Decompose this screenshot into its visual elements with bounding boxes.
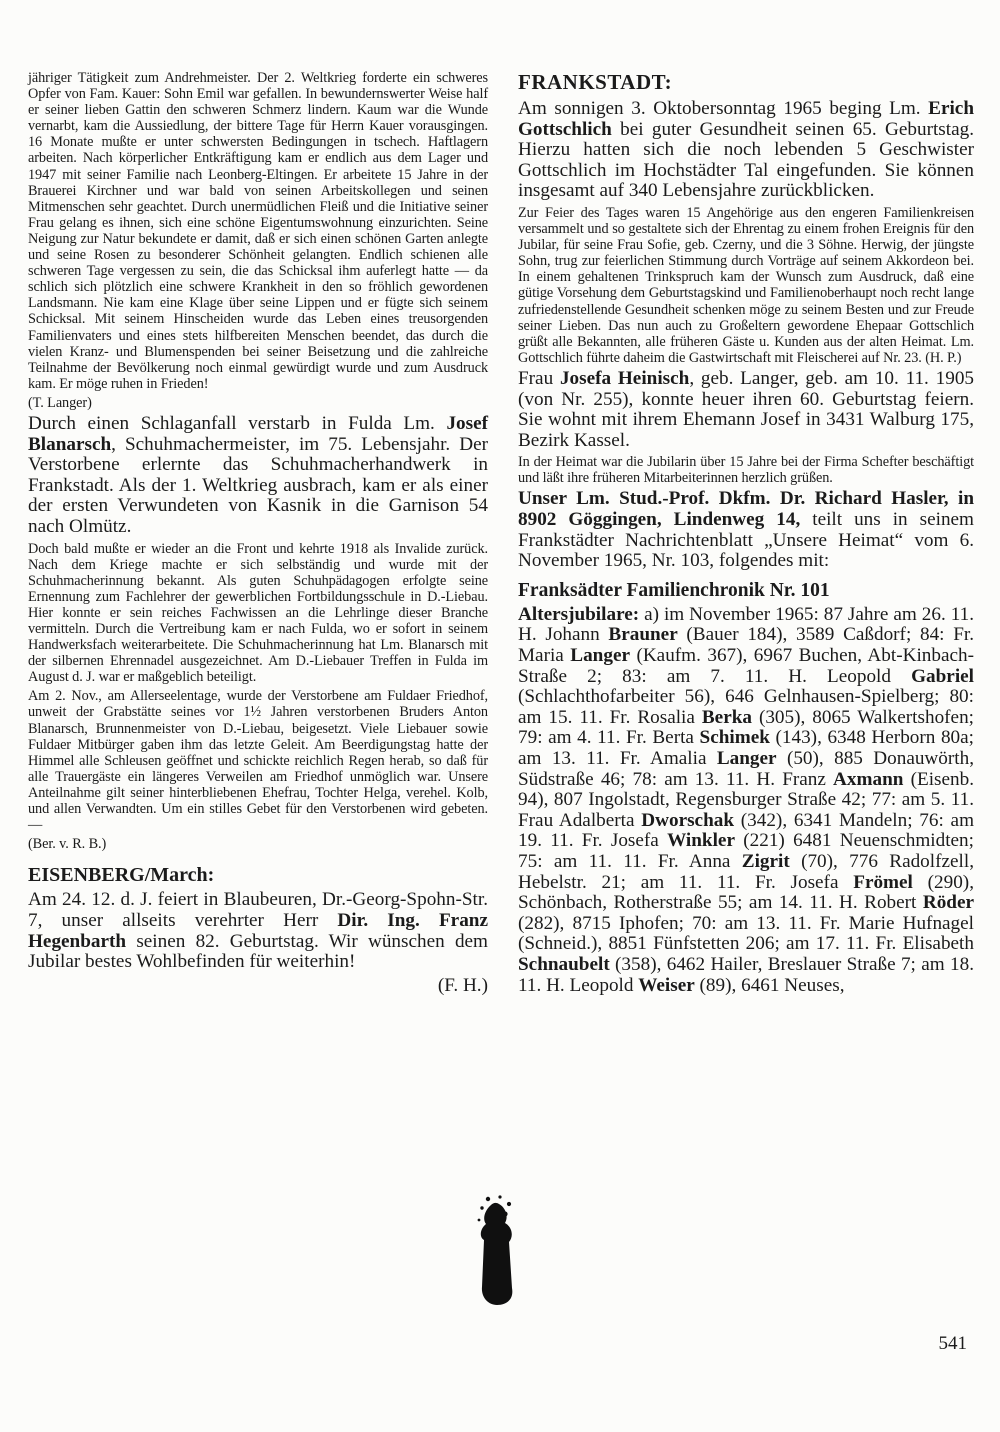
text-segment: (Eisenb. 94), 807 Ingolstadt, Regensburger Straße 42; 77: am 5. 11. Frau Adalberta (518, 768, 974, 831)
text-segment: (143), 6348 Herborn 80a; am 13. 11. Fr. Amalia (518, 727, 974, 769)
bold-text-segment: Langer (716, 748, 777, 769)
bold-text-segment: Weiser (638, 974, 695, 996)
bold-text-segment: Axmann (833, 768, 904, 790)
text-segment: (89), 6461 Neuses, (694, 974, 845, 996)
obituary-kauer-paragraph (28, 70, 488, 392)
birthday-hegenbarth-paragraph (28, 890, 488, 972)
bold-text-segment: Erich Gottschlich (518, 98, 974, 140)
text-segment: , geb. Langer, geb. am 10. 11. 1905 (von Nr. 255), konnte heuer ihren 60. Geburtstag feiern. Sie wohnt mit ihrem Ehemann Josef in 3431 Walburg 175, Bezirk Kassel. (518, 367, 975, 451)
bold-text-segment: Unser Lm. Stud.-Prof. Dkfm. Dr. Richard Hasler, in 8902 Göggingen, Lindenweg 14, (518, 488, 974, 531)
text-segment: (Schlachthofarbeiter 56), 646 Gelnhausen-Spielberg; 80: am 15. 11. Fr. Rosalia (518, 686, 974, 728)
text-segment: (50), 885 Donauwörth, Südstraße 46; 78: am 13. 11. H. Franz (518, 748, 974, 790)
birthday-gottschlich-celebration (518, 205, 974, 366)
text-segment: , Schuhmachermeister, im 75. Lebensjahr. Der Verstorbene erlernte das Schuhmacherhandwerk in Frankstadt. Als der 1. Weltkrieg ausbrach, kam er als einer der ersten Verwundeten von Kasnik in die Garnison 54 nach Olmütz. (28, 433, 488, 537)
text-segment: a) im November 1965: 87 Jahre am 26. 11. H. Johann (518, 603, 974, 646)
bold-text-segment: Schnaubelt (518, 953, 610, 975)
birthday-heinisch-paragraph (518, 369, 974, 451)
obituary-blanarsch-burial (28, 688, 488, 833)
text-segment: (221) 6481 Neuenschmidten; 75: am 11. 11. Fr. Anna (518, 830, 974, 872)
birthday-heinisch-note (518, 454, 974, 486)
bold-text-segment: Zigrit (741, 850, 790, 872)
bold-text-segment: Frömel (853, 871, 913, 893)
text-segment: Am sonnigen 3. Oktobersonntag 1965 beging Lm. (518, 98, 929, 119)
text-segment: Doch bald mußte er wieder an die Front und kehrte 1918 als Invalide zurück. Nach dem Kriege machte er sich selbständig und wurde mit der Schuhmacherinnung bekannt. Als guten Schuhpädagogen erfolgte seine Ernennung zum Fachlehrer der gewerblichen Fortbildungsschule in D.-Liebau. Hier konnte er sein reiches Fachwissen an die Lehrlinge dieser Branche vermitteln. Durch die Vertreibung kam er nach Fulda, wo er sofort in seinem Handwerksfach weiterarbeitete. Die Schuhmacherinnung hat Lm. Blanarsch mit der silbernen Ehrennadel ausgezeichnet. Am D.-Liebauer Treffen in Fulda im August d. J. war er maßgeblich beteiligt. (28, 540, 488, 686)
text-segment: (282), 8715 Iphofen; 70: am 13. 11. Fr. Marie Hufnagel (Schneid.), 8851 Fünfstetten 206; am 17. 11. Fr. Elisabeth (518, 912, 974, 955)
left-column (28, 70, 488, 999)
text-segment: Durch einen Schlaganfall verstarb in Fulda Lm. (28, 412, 447, 434)
section-heading-familienchronik: Franksädter Familienchronik Nr. 101 (518, 579, 830, 601)
ink-blot (474, 1193, 520, 1311)
attribution-f-h: (F. H.) (437, 974, 488, 996)
section-heading-frankstadt: FRANKSTADT: (518, 70, 673, 94)
attribution-t-langer: (T. Langer) (28, 394, 92, 411)
text-segment: (305), 8065 Walkertshofen; 79: am 4. 11. Fr. Berta (518, 706, 974, 749)
bold-text-segment: Winkler (667, 830, 735, 852)
text-segment: Frau (518, 367, 560, 389)
text-segment: Zur Feier des Tages waren 15 Angehörige aus den engeren Familienkreisen versammelt und so gestaltete sich der Ehrentag zu einem frohen Ereignis für den Jubilar, für seine Frau Sofie, geb. Czerny, und die 3 Söhne. Herwig, der jüngste Sohn, trug zur feierlichen Stimmung durch Vorträge auf seinem Akkordeon bei. In einem gehaltenen Trinkspruch kam der Wunsch zum Ausdruck, daß eine gütige Vorsehung dem Geburtstagskind und Familienoberhaupt noch recht lange zufriedenstellende Gesundheit schenken möge zu seinem Besten und zur Freude seiner Lieben. Das nun auch zu Großeltern gewordene Ehepaar Gottschlich grüßt alle Bekannten, alle früheren Gäste u. Kunden aus der alten Heimat. Lm. Gottschlich führte daheim die Gastwirtschaft mit Fleischerei auf Nr. 23. (H. P.) (518, 204, 974, 366)
bold-text-segment: Gabriel (911, 665, 974, 687)
text-segment: (70), 776 Radolfzell, Hebelstr. 21; am 11. 11. Fr. Josefa (518, 850, 974, 893)
page-number: 541 (938, 1333, 967, 1354)
right-column (518, 70, 974, 999)
hasler-newsletter-paragraph (518, 489, 974, 571)
obituary-blanarsch-lead (28, 414, 488, 538)
birthday-gottschlich-lead (518, 99, 974, 202)
bold-text-segment: Langer (570, 645, 630, 667)
bold-text-segment: Röder (922, 892, 974, 914)
text-segment: seinen 82. Geburtstag. Wir wünschen dem Jubilar bestes Wohlbefinden für weiterhin! (28, 930, 488, 973)
text-segment: (358), 6462 Hailer, Breslauer Straße 7; am 18. 11. H. Leopold (518, 953, 974, 996)
bold-text-segment: Brauner (608, 624, 678, 646)
bold-text-segment: Josef Blanarsch (28, 412, 488, 455)
obituary-blanarsch-career (28, 541, 488, 686)
text-segment: bei guter Gesundheit seinen 65. Geburtstag. Hierzu hatten sich die noch lebenden 5 Geschwister Gottschlich im Hochstädter Tal eingefunden. Sie können insgesamt auf 340 Lebensjahre zurückblicken. (518, 118, 974, 202)
bold-text-segment: Altersjubilare: (518, 603, 640, 625)
text-segment: In der Heimat war die Jubilarin über 15 Jahre bei der Firma Schefter beschäftigt und läßt ihre früheren Mitarbeiterinnen herzlich grüßen. (518, 454, 974, 487)
bold-text-segment: Dworschak (641, 809, 735, 831)
altersjubilare-list-paragraph (518, 605, 974, 996)
text-segment: Am 24. 12. d. J. feiert in Blaubeuren, Dr.-Georg-Spohn-Str. 7, unser allseits verehrter Herr (28, 889, 488, 931)
text-segment: (Bauer 184), 3589 Caßdorf; 84: Fr. Maria (518, 624, 974, 667)
attribution-ber-v-r-b: (Ber. v. R. B.) (28, 836, 107, 853)
bold-text-segment: Josefa Heinisch (559, 367, 690, 389)
text-segment: (Kaufm. 367), 6967 Buchen, Abt-Kinbach-Straße 2; 83: am 7. 11. H. Leopold (518, 645, 974, 687)
text-segment: Am 2. Nov., am Allerseelentage, wurde der Verstorbene am Fuldaer Friedhof, unweit der Grabstätte seines vor 1½ Jahren verstorbenen Bruders Anton Blanarsch, Brunnenmeister von D.-Liebau, beigesetzt. Viele Liebauer sowie Fuldaer Mitbürger gaben ihm das letzte Geleit. Am Beerdigungstag hatte der Himmel alle Schleusen geöffnet und schickte reichlich Regen herab, so daß für alle Trauergäste ein längeres Verweilen am Friedhof unmöglich war. Unsere Anteilnahme gilt seiner hinterbliebenen Ehefrau, Tochter Helga, verehel. Kolb, und allen Verwandten. Um ein stilles Gebet für den Verstorbenen wird gebeten. — (28, 688, 488, 834)
bold-text-segment: Dir. Ing. Franz Hegenbarth (28, 909, 488, 952)
section-heading-eisenberg: EISENBERG/March: (28, 864, 215, 887)
bold-text-segment: Schimek (699, 727, 770, 749)
text-columns (28, 70, 974, 999)
bold-text-segment: Berka (701, 706, 752, 728)
text-segment: (290), Schönbach, Rotherstraße 55; am 14. 11. H. Robert (518, 871, 974, 914)
text-segment: (342), 6341 Mandeln; 76: am 19. 11. Fr. Josefa (518, 809, 974, 852)
text-segment: jähriger Tätigkeit zum Andrehmeister. Der 2. Weltkrieg forderte ein schweres Opfer von Fam. Kauer: Sohn Emil war gefallen. In bewundernswerter Weise half er seiner lieben Gattin den schweren Schmerz lindern. Kaum war die Wunde vernarbt, kam die Aussiedlung, der bittere Tage für Herrn Kauer vorausgingen. 16 Monate mußte er unter schwersten Bedingungen in tschech. Haftlagern arbeiten. Nach körperlicher Entkräftigung kam er endlich aus dem Lager und 1947 mit seiner Familie nach Leonberg-Eltingen. Er arbeitete 15 Jahre in der Brauerei Kirchner und war bald von seinen Arbeitskollegen und seinen Mitmenschen sehr geachtet. Durch unermüdlichen Fleiß und die Initiative seiner Frau gelang es ihnen, sich eine schöne Eigentumswohnung einzurichten. Seine Neigung zur Natur bekundete er damit, daß er sich einen schönen Garten anlegte und seine Rosen zu besonderer Schönheit gelangten. Endlich schienen alle schweren Tage vergessen zu sein, die das Schicksal ihm auferlegt hatte — da schlich sich plötzlich eine schwere Krankheit in den so fröhlich gewordenen Landsmann. Nie kam eine Klage über seine Lippen und er fügte sich seinem Schicksal. Mit seinem Hinscheiden wurde das Leben eines treusorgenden Familienvaters und eines stets hilfbereiten Menschen beendet, das durch die vielen Kranz- und Blumenspenden bei seiner Beisetzung und die zahlreiche Teilnahme der Bevölkerung noch einmal gewürdigt wurde und zum Ausdruck kam. Er möge ruhen in Frieden! (28, 70, 488, 392)
text-segment: teilt uns in seinem Frankstädter Nachrichtenblatt „Unsere Heimat“ vom 6. November 1965, Nr. 103, folgendes mit: (518, 509, 974, 572)
